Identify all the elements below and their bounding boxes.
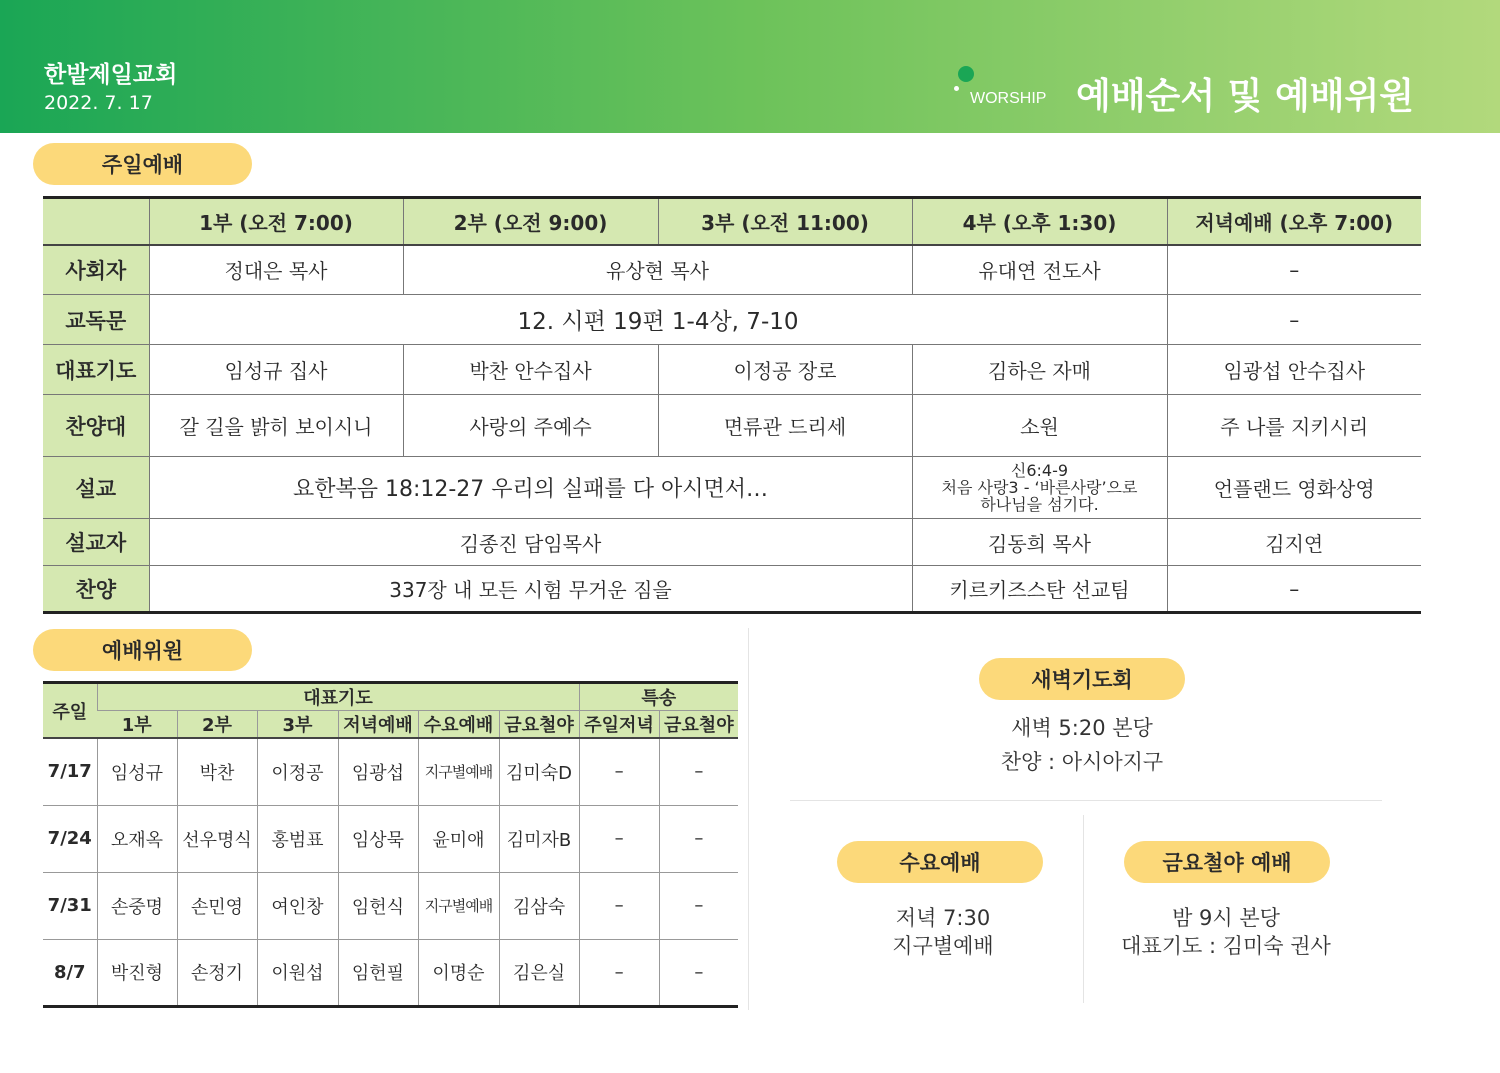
table-cell: 김하은 자매: [912, 345, 1167, 395]
table-cell: –: [579, 738, 659, 805]
column-header: 4부 (오후 1:30): [912, 198, 1167, 245]
column-header: 3부: [257, 711, 338, 739]
table-row: [43, 345, 1421, 395]
table-cell: –: [1167, 245, 1421, 295]
row-date: 7/31: [43, 872, 97, 939]
table-cell: –: [659, 872, 738, 939]
table-cell: 이정공: [257, 738, 338, 805]
info-line: 새벽 5:20 본당: [1011, 716, 1153, 740]
row-label: 대표기도: [43, 345, 149, 395]
table-header-row: [43, 198, 1421, 245]
worship-label: WORSHIP: [970, 90, 1047, 107]
corner-cell: [43, 198, 149, 245]
table-cell: [912, 457, 1167, 519]
column-header: 저녁예배: [338, 711, 418, 739]
table-row: [43, 566, 1421, 613]
wednesday-worship-info: [840, 904, 1046, 960]
table-row: [43, 457, 1421, 519]
table-cell: 갈 길을 밝히 보이시니: [149, 395, 403, 457]
table-cell: 지구별예배: [418, 872, 499, 939]
info-line: 대표기도 : 김미숙 권사: [1121, 934, 1331, 958]
row-label: 교독문: [43, 295, 149, 345]
column-header: 수요예배: [418, 711, 499, 739]
table-cell: 박진형: [97, 939, 177, 1006]
table-row: [43, 939, 738, 1006]
row-date: 8/7: [53, 961, 86, 983]
column-header: 대표기도: [97, 683, 579, 711]
table-cell: 임헌식: [338, 872, 418, 939]
table-row: [43, 395, 1421, 457]
table-cell: 유대연 전도사: [912, 245, 1167, 295]
table-cell: 키르키즈스탄 선교팀: [912, 566, 1167, 613]
table-cell: 12. 시편 19편 1-4상, 7-10: [149, 295, 1167, 345]
column-header: 금요철야: [659, 711, 738, 739]
wednesday-worship-pill: 수요예배: [837, 841, 1043, 883]
column-header: 3부 (오전 11:00): [658, 198, 912, 245]
table-cell: 홍범표: [257, 805, 338, 872]
table-cell: 지구별예배: [418, 738, 499, 805]
sermon-line: 신6:4-9: [1010, 461, 1069, 480]
row-label: 설교: [43, 457, 149, 519]
table-row: [43, 295, 1421, 345]
table-cell: 언플랜드 영화상영: [1167, 457, 1421, 519]
table-cell: 김미자B: [499, 805, 579, 872]
table-row: [43, 245, 1421, 295]
table-cell: 윤미애: [418, 805, 499, 872]
friday-vigil-pill: 금요철야 예배: [1124, 841, 1330, 883]
column-header: 1부: [97, 711, 177, 739]
dawn-prayer-pill: 새벽기도회: [979, 658, 1185, 700]
column-header: 2부 (오전 9:00): [403, 198, 658, 245]
row-label: 설교자: [43, 519, 149, 566]
table-cell: 손중명: [97, 872, 177, 939]
bulletin-date: 2022. 7. 17: [44, 92, 153, 114]
table-row: [43, 872, 738, 939]
table-cell: 손정기: [177, 939, 257, 1006]
table-cell: 임상묵: [338, 805, 418, 872]
sunday-worship-pill: 주일예배: [33, 143, 252, 185]
table-cell: 오재옥: [97, 805, 177, 872]
table-cell: 박찬: [177, 738, 257, 805]
table-cell: 사랑의 주예수: [403, 395, 658, 457]
table-subheader-row: [43, 711, 738, 739]
sermon-line: 처음 사랑3 - ‘바른사랑’으로: [941, 478, 1138, 497]
table-cell: 임헌필: [338, 939, 418, 1006]
row-date: 7/24: [43, 805, 97, 872]
table-cell: 손민영: [177, 872, 257, 939]
row-date: 7/17: [43, 738, 97, 805]
row-label: 찬양대: [43, 395, 149, 457]
white-dot-icon: [954, 86, 959, 91]
info-line: 찬양 : 아시아지구: [1000, 750, 1164, 774]
table-cell: –: [1167, 295, 1421, 345]
column-header: 1부 (오전 7:00): [149, 198, 403, 245]
column-header: 특송: [579, 683, 738, 711]
table-cell: 임성규: [97, 738, 177, 805]
info-line: 지구별예배: [892, 934, 994, 958]
sermon-line: 하나님을 섬기다.: [980, 495, 1099, 514]
table-cell: –: [659, 738, 738, 805]
table-cell: 선우명식: [177, 805, 257, 872]
table-cell: 김삼숙: [499, 872, 579, 939]
green-dot-icon: [958, 66, 974, 82]
column-header: 2부: [177, 711, 257, 739]
column-header: 주일: [43, 683, 97, 739]
table-cell: –: [659, 939, 738, 1006]
info-line: 저녁 7:30: [895, 906, 991, 930]
table-row: [43, 519, 1421, 566]
table-header-row: [43, 683, 738, 711]
table-cell: 김미숙D: [499, 738, 579, 805]
table-row: [43, 805, 738, 872]
table-cell: 337장 내 모든 시험 무거운 짐을: [149, 566, 912, 613]
table-cell: 임성규 집사: [149, 345, 403, 395]
table-cell: –: [579, 805, 659, 872]
row-label: 사회자: [43, 245, 149, 295]
table-cell: 이원섭: [257, 939, 338, 1006]
table-cell: 유상현 목사: [403, 245, 912, 295]
table-cell: 여인창: [257, 872, 338, 939]
table-cell: –: [579, 939, 659, 1006]
table-cell: 주 나를 지키시리: [1167, 395, 1421, 457]
table-cell: 김지연: [1167, 519, 1421, 566]
table-cell: 임광섭: [338, 738, 418, 805]
table-cell: 김동희 목사: [912, 519, 1167, 566]
column-header: 저녁예배 (오후 7:00): [1167, 198, 1421, 245]
info-line: 밤 9시 본당: [1172, 906, 1280, 930]
dawn-prayer-info: [982, 714, 1182, 776]
table-cell: 이정공 장로: [658, 345, 912, 395]
table-cell: 김종진 담임목사: [149, 519, 912, 566]
column-divider: [1083, 815, 1084, 1003]
worship-duty-pill: 예배위원: [33, 629, 252, 671]
table-cell: –: [579, 872, 659, 939]
column-header: 금요철야: [499, 711, 579, 739]
header-banner: [0, 0, 1500, 133]
table-cell: 이명순: [418, 939, 499, 1006]
table-cell: 정대은 목사: [149, 245, 403, 295]
row-label: 찬양: [43, 566, 149, 613]
worship-duty-table: [43, 681, 738, 1008]
table-cell: –: [659, 805, 738, 872]
table-cell: –: [1167, 566, 1421, 613]
page-title: 예배순서 및 예배위원: [1076, 76, 1415, 117]
table-row: [43, 738, 738, 805]
column-header: 주일저녁: [579, 711, 659, 739]
table-cell: 김은실: [499, 939, 579, 1006]
column-divider: [748, 628, 749, 1010]
table-cell: 요한복음 18:12-27 우리의 실패를 다 아시면서…: [149, 457, 912, 519]
table-cell: 임광섭 안수집사: [1167, 345, 1421, 395]
sunday-worship-table: [43, 196, 1421, 614]
table-cell: 면류관 드리세: [658, 395, 912, 457]
friday-vigil-info: [1106, 904, 1346, 960]
section-divider: [790, 800, 1382, 801]
table-cell: 박찬 안수집사: [403, 345, 658, 395]
table-cell: 소원: [912, 395, 1167, 457]
church-name: 한밭제일교회: [44, 62, 178, 88]
